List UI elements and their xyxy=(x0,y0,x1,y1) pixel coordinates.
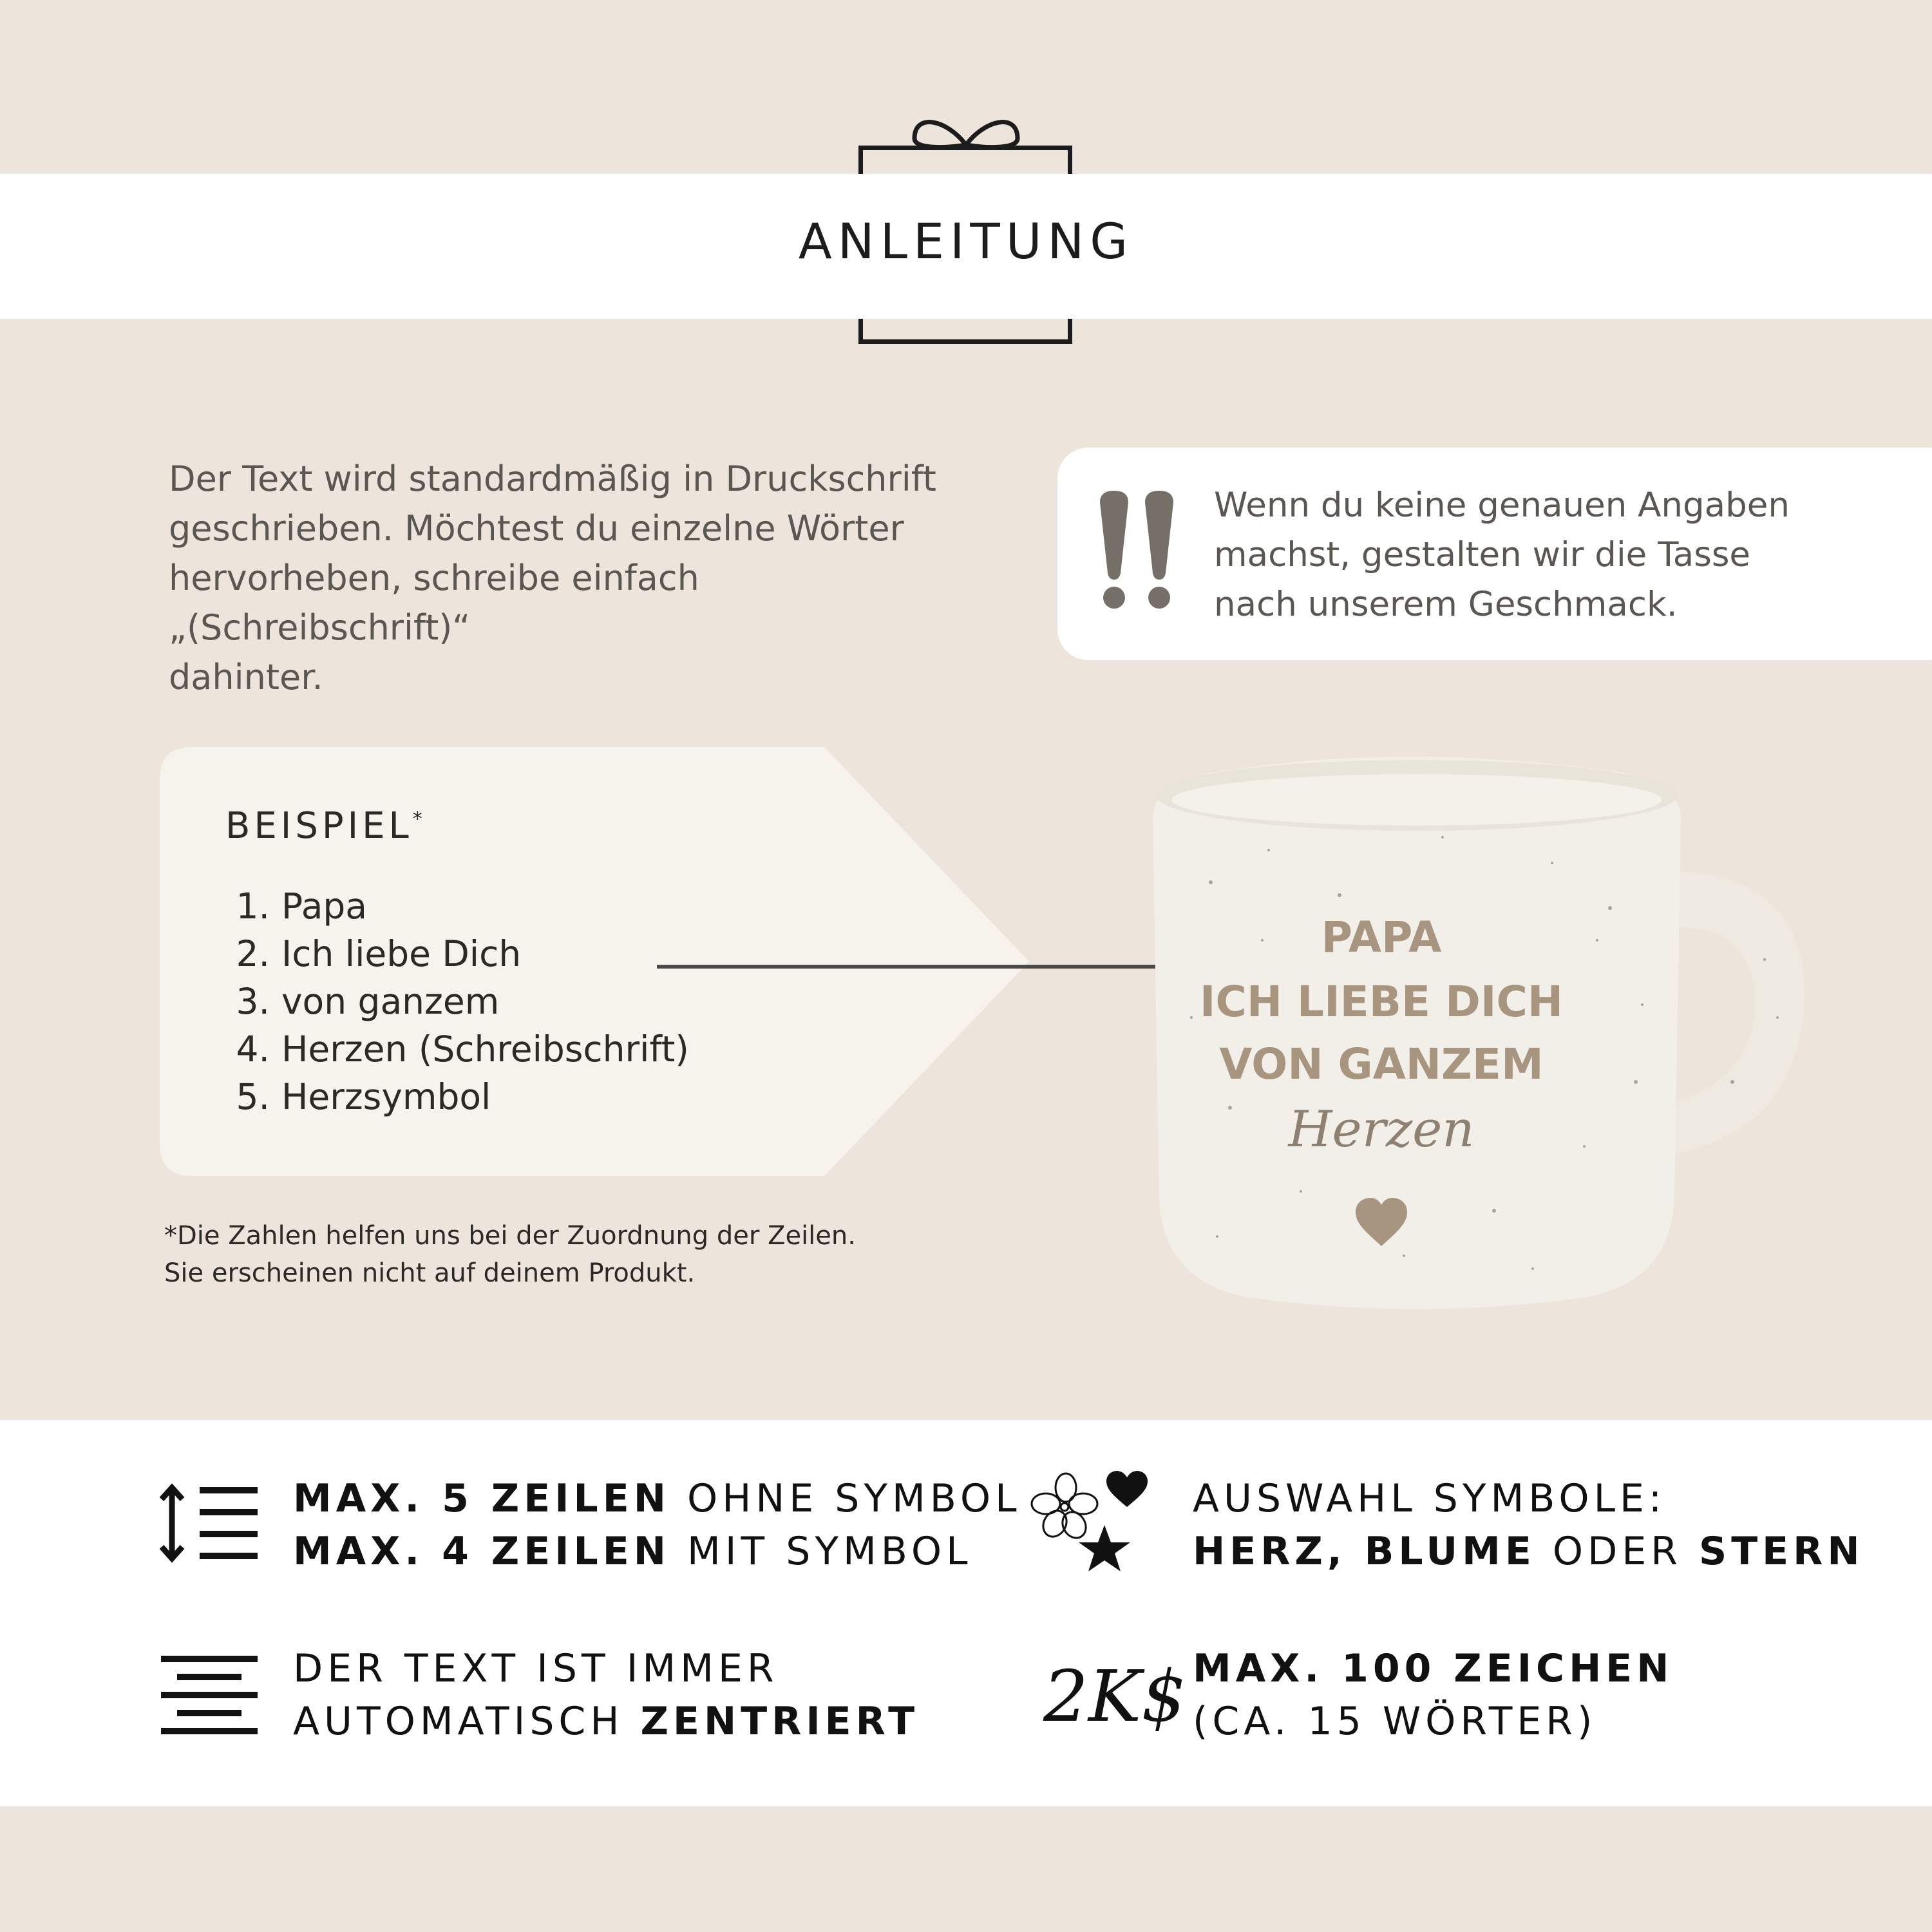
intro-line: dahinter. xyxy=(169,657,323,697)
footnote-line: *Die Zahlen helfen uns bei der Zuordnung der Zeilen. xyxy=(164,1221,856,1251)
character-limit-text xyxy=(1193,1642,1673,1748)
list-text: von ganzem xyxy=(281,981,500,1022)
symbols-separator: ODER xyxy=(1535,1529,1700,1574)
character-count-icon: 2K$ xyxy=(1043,1655,1187,1738)
exclamation-icon xyxy=(1095,489,1179,612)
list-text: Ich liebe Dich xyxy=(281,933,522,974)
centered-text xyxy=(293,1642,919,1748)
list-text: Papa xyxy=(281,886,368,927)
footnote xyxy=(164,1217,1001,1292)
list-item xyxy=(222,1025,689,1073)
list-text: Herzen (Schreibschrift) xyxy=(281,1028,689,1070)
line-limit-rest-2: MIT SYMBOL xyxy=(670,1529,972,1574)
intro-line: Der Text wird standardmäßig in Druckschrift xyxy=(169,459,936,499)
symbols-icon xyxy=(1030,1468,1156,1578)
symbols-option-2: STERN xyxy=(1699,1529,1864,1574)
line-limit-bold-2: MAX. 4 ZEILEN xyxy=(293,1529,670,1574)
symbols-text xyxy=(1193,1472,1864,1578)
note-line: Wenn du keine genauen Angaben xyxy=(1214,486,1790,525)
mug-script-line: Herzen xyxy=(1288,1101,1475,1159)
character-limit-bold: MAX. 100 ZEICHEN xyxy=(1193,1646,1674,1691)
line-limit-rest-1: OHNE SYMBOL xyxy=(670,1476,1021,1521)
line-height-icon xyxy=(158,1481,261,1565)
page-title: ANLEITUNG xyxy=(798,213,1134,270)
connector-line xyxy=(657,965,1195,969)
mug-line-2: ICH LIEBE DICH xyxy=(1199,977,1564,1027)
list-item xyxy=(222,1073,689,1121)
list-item xyxy=(222,930,689,978)
footnote-line: Sie erscheinen nicht auf deinem Produkt. xyxy=(164,1258,696,1288)
line-limit-text xyxy=(293,1472,1021,1578)
list-number: 2. xyxy=(236,933,270,974)
line-limit-bold-1: MAX. 5 ZEILEN xyxy=(293,1476,670,1521)
footnote-mark: * xyxy=(412,808,422,831)
list-number: 3. xyxy=(236,981,270,1022)
character-limit-words: (CA. 15 WÖRTER) xyxy=(1193,1699,1597,1744)
intro-line: hervorheben, schreibe einfach „(Schreibschrift)“ xyxy=(169,558,699,648)
list-number: 1. xyxy=(236,886,270,927)
align-center-icon xyxy=(158,1653,261,1736)
centered-line-1: DER TEXT IST IMMER xyxy=(293,1646,779,1691)
example-title xyxy=(225,805,422,847)
list-item xyxy=(222,978,689,1025)
note-line: nach unserem Geschmack. xyxy=(1214,585,1678,624)
example-title-text: BEISPIEL xyxy=(225,805,413,847)
example-list xyxy=(222,882,689,1121)
list-item xyxy=(222,882,689,930)
centered-bold: ZENTRIERT xyxy=(640,1699,920,1744)
list-number: 5. xyxy=(236,1076,270,1117)
centered-line-2: AUTOMATISCH xyxy=(293,1699,641,1744)
list-text: Herzsymbol xyxy=(281,1076,491,1117)
note-line: machst, gestalten wir die Tasse xyxy=(1214,535,1751,574)
symbols-heading: AUSWAHL SYMBOLE: xyxy=(1193,1476,1667,1521)
intro-line: geschrieben. Möchtest du einzelne Wörter xyxy=(169,508,904,549)
list-number: 4. xyxy=(236,1028,270,1070)
gift-bow-icon xyxy=(902,109,1030,155)
intro-text xyxy=(169,454,1006,702)
mug-line-3: VON GANZEM xyxy=(1219,1039,1544,1089)
note-text xyxy=(1214,480,1890,629)
mug-image xyxy=(1133,747,1816,1314)
mug-line-1: PAPA xyxy=(1321,913,1442,962)
symbols-option-1: HERZ, BLUME xyxy=(1193,1529,1536,1574)
